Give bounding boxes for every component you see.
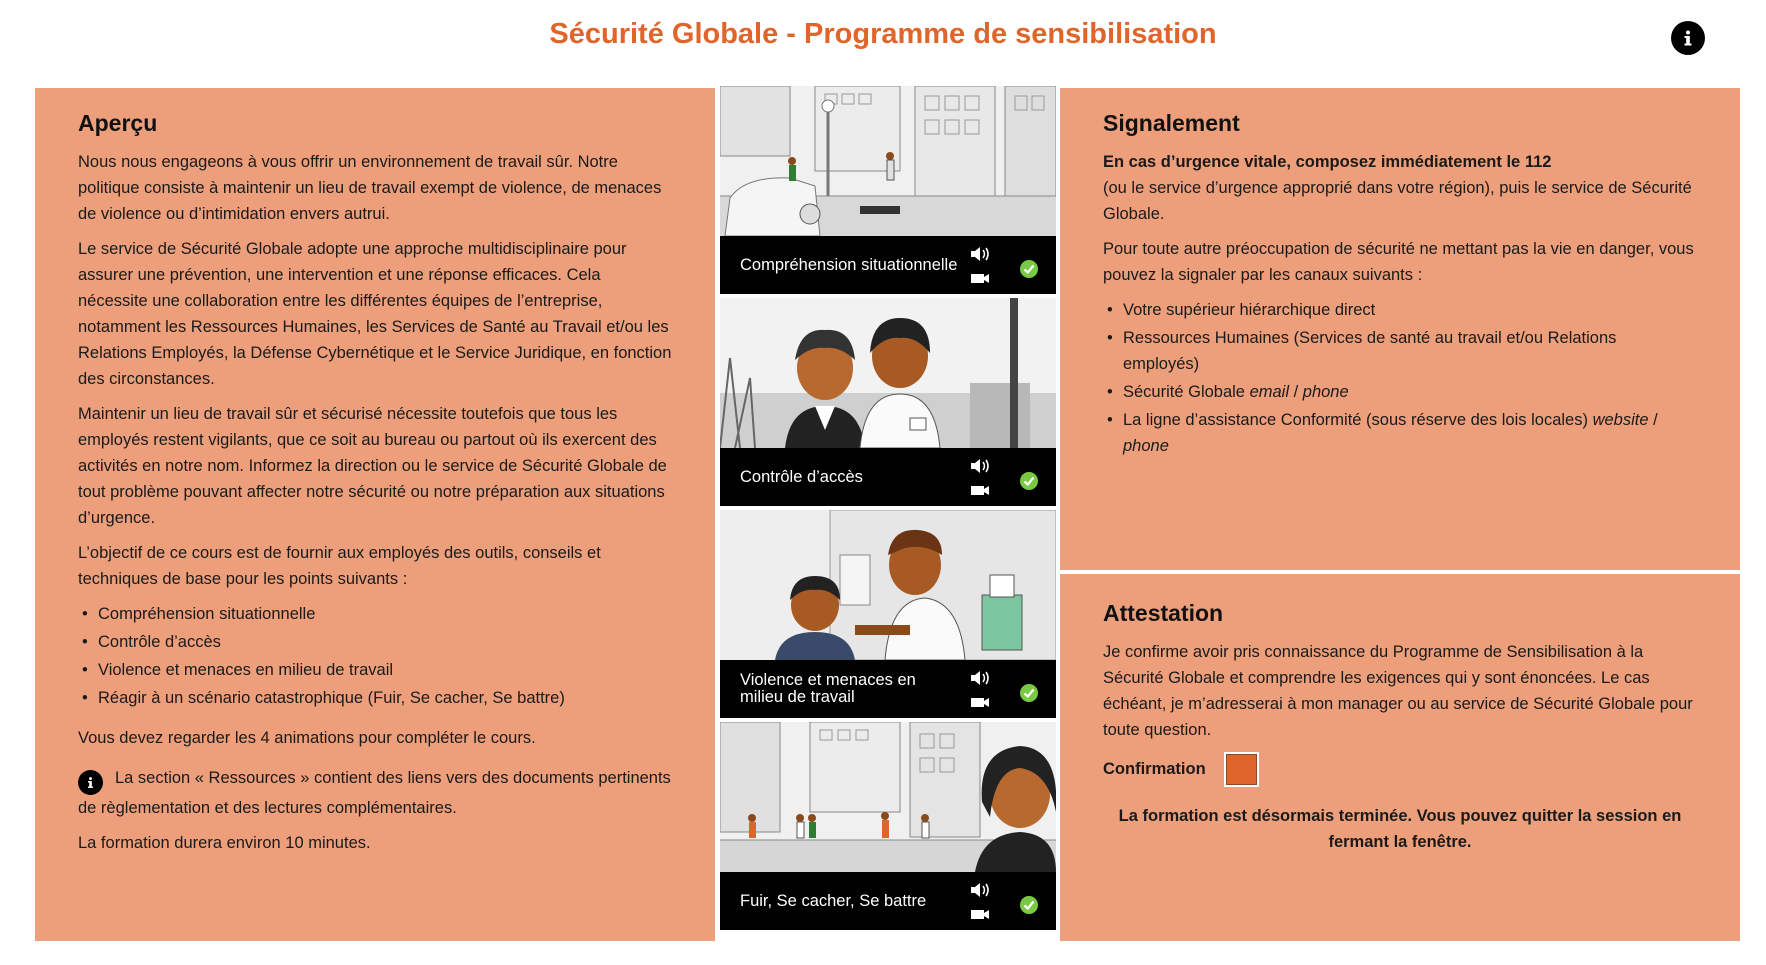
list-item: • Contrôle d’accès — [78, 629, 672, 655]
header — [0, 0, 1766, 78]
speaker-icon — [971, 459, 988, 473]
urgent-text: En cas d’urgence vitale, composez immédiatement le 112 — [1103, 153, 1552, 171]
city-crowd-illustration — [720, 722, 1056, 872]
module-title: Fuir, Se cacher, Se battre — [740, 891, 927, 910]
list-item-text: Sécurité Globale — [1123, 383, 1250, 401]
list-item — [1103, 379, 1697, 405]
speaker-icon — [971, 247, 988, 261]
email-link[interactable]: email — [1249, 383, 1290, 401]
overview-paragraph: Maintenir un lieu de travail sûr et sécurisé nécessite toutefois que tous les employés restent vigilants, que ce soit au bureau ou partout où ils exercent des activités en notre nom. Informez la direction ou le service de Sécurité Globale de tout problème pouvant affecter notre sécurité ou notre préparation aux situations d’urgence. — [78, 405, 667, 527]
speaker-icon — [971, 883, 988, 897]
confirmation-checkbox[interactable] — [1224, 752, 1259, 787]
module-bar — [720, 872, 1056, 930]
module-title: Compréhension situationnelle — [740, 255, 958, 274]
page-title: Sécurité Globale - Programme de sensibilisation — [549, 18, 1217, 50]
phone-link[interactable]: phone — [1123, 437, 1169, 455]
list-item: • Votre supérieur hiérarchique direct — [1103, 297, 1697, 323]
audio-video-icons — [968, 456, 992, 498]
check-icon — [1020, 472, 1038, 490]
phone-link[interactable]: phone — [1302, 383, 1349, 401]
reporting-panel — [1060, 88, 1740, 570]
video-camera-icon — [971, 486, 989, 495]
overview-panel — [35, 88, 715, 941]
module-card-workplace-violence[interactable] — [720, 510, 1056, 718]
separator: / — [1289, 383, 1303, 401]
module-bar — [720, 236, 1056, 294]
audio-video-icons — [968, 880, 992, 922]
audio-video-icons — [968, 668, 992, 710]
attestation-heading: Attestation — [1103, 600, 1224, 626]
resources-note — [78, 765, 672, 821]
overview-heading: Aperçu — [78, 110, 158, 136]
urgent-rest-text: (ou le service d’urgence approprié dans votre région), puis le service de Sécurité Globale. — [1103, 179, 1692, 223]
check-icon — [1020, 684, 1038, 702]
module-bar — [720, 448, 1056, 506]
video-camera-icon — [971, 910, 989, 919]
module-card-situational-awareness[interactable] — [720, 86, 1056, 294]
check-icon — [1020, 896, 1038, 914]
overview-paragraph: Nous nous engageons à vous offrir un environnement de travail sûr. Notre politique consiste à maintenir un lieu de travail exempt de violence, de menaces de violence ou d’intimidation envers autrui. — [78, 153, 662, 223]
separator: / — [1648, 411, 1658, 429]
website-link[interactable]: website — [1592, 411, 1649, 429]
overview-paragraph: Le service de Sécurité Globale adopte une approche multidisciplinaire pour assurer une prévention, une intervention et une réponse efficaces. Cela nécessite une collaboration entre les différentes équipes de l’entreprise, notamment les Ressources Humaines, les Services de Santé au Travail et/ou les Relations Employés, la Défense Cybernétique et le Service Juridique, en fonction des circonstances. — [78, 240, 672, 388]
audio-video-icons — [968, 244, 992, 286]
module-card-access-control[interactable] — [720, 298, 1056, 506]
overview-paragraph: L’objectif de ce cours est de fournir aux employés des outils, conseils et techniques de base pour les points suivants : — [78, 544, 601, 588]
video-camera-icon — [971, 698, 989, 707]
office-people-illustration — [720, 298, 1056, 448]
list-item: • Violence et menaces en milieu de travail — [78, 657, 672, 683]
completion-message: La formation est désormais terminée. Vous pouvez quitter la session en fermant la fenêtre. — [1118, 807, 1682, 851]
list-item-text: La ligne d’assistance Conformité (sous réserve des lois locales) — [1123, 411, 1593, 429]
module-title: Contrôle d’accès — [740, 467, 863, 486]
resources-note-text: La section « Ressources » contient des liens vers des documents pertinents de règlementation et des lectures complémentaires. — [78, 769, 671, 817]
confirmation-label: Confirmation — [1103, 760, 1206, 778]
info-icon — [78, 770, 103, 795]
reporting-paragraph: Pour toute autre préoccupation de sécurité ne mettant pas la vie en danger, vous pouvez la signaler par les canaux suivants : — [1103, 240, 1694, 284]
speaker-icon — [971, 671, 988, 685]
module-card-run-hide-fight[interactable] — [720, 722, 1056, 930]
reporting-heading: Signalement — [1103, 110, 1240, 136]
list-item — [1103, 407, 1697, 459]
confirmation-row — [1103, 752, 1697, 787]
check-icon — [1020, 260, 1038, 278]
attestation-panel — [1060, 574, 1740, 941]
video-camera-icon — [971, 274, 989, 283]
list-item: • Ressources Humaines (Services de santé au travail et/ou Relations employés) — [1103, 325, 1697, 377]
attestation-text: Je confirme avoir pris connaissance du Programme de Sensibilisation à la Sécurité Globale et comprendre les exigences qui y sont énoncées. Le cas échéant, je m’adresserai à mon manager ou au service de Sécurité Globale pour toute question. — [1103, 643, 1693, 739]
reporting-channels-list — [1103, 297, 1697, 459]
urgent-instructions — [1103, 149, 1697, 227]
module-cards — [720, 86, 1056, 942]
topics-list — [78, 601, 672, 711]
info-icon — [1679, 29, 1697, 47]
module-bar — [720, 660, 1056, 718]
list-item: • Compréhension situationnelle — [78, 601, 672, 627]
module-title: Violence et menaces en milieu de travail — [740, 671, 916, 706]
office-conflict-illustration — [720, 510, 1056, 660]
overview-paragraph: La formation durera environ 10 minutes. — [78, 834, 371, 852]
street-scene-illustration — [720, 86, 1056, 236]
info-button[interactable] — [1671, 21, 1705, 55]
list-item: • Réagir à un scénario catastrophique (Fuir, Se cacher, Se battre) — [78, 685, 672, 711]
overview-paragraph: Vous devez regarder les 4 animations pour compléter le cours. — [78, 729, 536, 747]
